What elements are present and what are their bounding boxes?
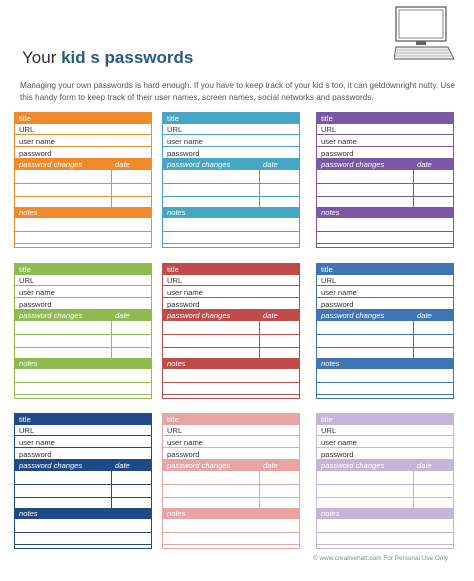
password-field[interactable] [15,148,151,159]
password-changes-header[interactable] [15,460,151,471]
grid-divider [259,321,260,358]
grid-line [317,347,453,348]
password-changes-header[interactable] [163,460,299,471]
password-field[interactable] [163,449,299,460]
title-field-label: title [19,114,31,123]
password-changes-header-label: password changes [167,160,231,169]
password-field-label: password [167,149,200,158]
grid-line [163,497,299,498]
url-field[interactable] [317,275,453,286]
url-field-label: URL [19,426,35,435]
date-label: date [115,160,130,169]
url-field-label: URL [321,125,337,134]
password-field[interactable] [15,299,151,310]
username-field-label: user name [19,137,55,146]
username-field-label: user name [167,288,203,297]
password-field-label: password [19,300,52,309]
grid-line [317,183,453,184]
notes-header-label: notes [321,208,340,217]
password-changes-header[interactable] [15,310,151,321]
notes-header[interactable] [317,207,453,218]
notes-header-label: notes [321,359,340,368]
notes-header-label: notes [19,359,38,368]
grid-line [15,347,151,348]
password-field-label: password [167,450,200,459]
url-field[interactable] [163,425,299,436]
date-label: date [263,311,278,320]
grid-line [163,347,299,348]
notes-line [15,544,151,545]
notes-line [163,544,299,545]
password-field-label: password [19,149,52,158]
password-changes-header[interactable] [163,159,299,170]
title-field[interactable] [163,414,299,425]
grid-line [317,196,453,197]
password-changes-header-label: password changes [19,461,83,470]
password-field-label: password [167,300,200,309]
card-orange [14,112,152,248]
card-purple [316,112,454,248]
title-field-label: title [321,265,333,274]
notes-line [317,231,453,232]
username-field[interactable] [15,437,151,448]
url-field-label: URL [19,276,35,285]
card-teal [162,112,300,248]
date-label: date [417,160,432,169]
title-field[interactable] [15,113,151,124]
password-field-label: password [321,149,354,158]
title-field[interactable] [317,264,453,275]
username-field[interactable] [163,287,299,298]
notes-line [15,532,151,533]
card-navy [14,413,152,549]
title-field-label: title [19,265,31,274]
url-field-label: URL [321,426,337,435]
notes-line [317,243,453,244]
grid-line [15,196,151,197]
computer-icon [394,6,458,62]
grid-line [15,484,151,485]
grid-line [163,334,299,335]
username-field[interactable] [317,136,453,147]
url-field[interactable] [15,275,151,286]
username-field[interactable] [15,136,151,147]
date-label: date [263,461,278,470]
username-field[interactable] [163,437,299,448]
date-label: date [115,461,130,470]
url-field-label: URL [321,276,337,285]
grid-line [317,497,453,498]
notes-line [163,231,299,232]
grid-line [15,497,151,498]
grid-divider [413,471,414,508]
title-field-label: title [321,114,333,123]
title-field-label: title [167,114,179,123]
password-changes-header[interactable] [163,310,299,321]
username-field-label: user name [321,288,357,297]
notes-line [163,382,299,383]
notes-header[interactable] [163,358,299,369]
notes-header-label: notes [167,359,186,368]
password-changes-header-label: password changes [321,311,385,320]
url-field-label: URL [19,125,35,134]
date-label: date [115,311,130,320]
url-field-label: URL [167,426,183,435]
notes-line [15,231,151,232]
title-prefix: Your [22,48,62,67]
password-field[interactable] [317,299,453,310]
username-field-label: user name [167,438,203,447]
username-field-label: user name [19,288,55,297]
grid-line [317,334,453,335]
title-field[interactable] [317,113,453,124]
notes-header[interactable] [15,358,151,369]
password-changes-header[interactable] [317,460,453,471]
title-field[interactable] [317,414,453,425]
notes-header-label: notes [19,208,38,217]
notes-line [317,382,453,383]
grid-line [163,196,299,197]
title-field-label: title [321,415,333,424]
grid-line [163,183,299,184]
notes-header[interactable] [163,207,299,218]
username-field[interactable] [317,437,453,448]
username-field[interactable] [163,136,299,147]
password-field-label: password [321,450,354,459]
notes-line [317,394,453,395]
title-field[interactable] [15,264,151,275]
password-field-label: password [19,450,52,459]
title-field-label: title [19,415,31,424]
title-field[interactable] [15,414,151,425]
grid-divider [111,170,112,207]
password-field[interactable] [317,148,453,159]
intro-text: Managing your own passwords is hard enough. If you have to keep track of your kid s too, it can getdownright nutty. Use this handy form to keep track of their user names, screen names, social networks and passwords. [20,81,455,102]
date-label: date [263,160,278,169]
username-field[interactable] [317,287,453,298]
card-blue [316,263,454,399]
password-changes-header-label: password changes [321,461,385,470]
notes-header-label: notes [167,509,186,518]
url-field-label: URL [167,125,183,134]
notes-header[interactable] [15,207,151,218]
notes-header-label: notes [167,208,186,217]
date-label: date [417,461,432,470]
page-title [22,48,193,68]
username-field-label: user name [321,438,357,447]
notes-header[interactable] [317,508,453,519]
title-bold: kid s passwords [61,48,194,67]
grid-divider [259,471,260,508]
password-field[interactable] [15,449,151,460]
notes-header-label: notes [19,509,38,518]
notes-line [15,382,151,383]
url-field[interactable] [163,124,299,135]
grid-line [15,334,151,335]
password-changes-header-label: password changes [167,311,231,320]
url-field[interactable] [317,124,453,135]
notes-line [317,544,453,545]
notes-header[interactable] [15,508,151,519]
notes-line [317,532,453,533]
footer-credit: © www.creativehatt.com For Personal Use Only [312,555,448,562]
title-field[interactable] [163,113,299,124]
grid-line [15,183,151,184]
card-red [162,263,300,399]
grid-divider [413,321,414,358]
url-field-label: URL [167,276,183,285]
title-field-label: title [167,265,179,274]
password-changes-header-label: password changes [321,160,385,169]
grid-divider [259,170,260,207]
password-field[interactable] [317,449,453,460]
grid-divider [413,170,414,207]
username-field[interactable] [15,287,151,298]
notes-header-label: notes [321,509,340,518]
password-changes-header[interactable] [15,159,151,170]
password-field[interactable] [163,148,299,159]
notes-header[interactable] [163,508,299,519]
card-lavender [316,413,454,549]
url-field[interactable] [15,124,151,135]
url-field[interactable] [317,425,453,436]
url-field[interactable] [15,425,151,436]
grid-divider [111,321,112,358]
notes-line [163,243,299,244]
card-green [14,263,152,399]
notes-line [163,532,299,533]
username-field-label: user name [19,438,55,447]
password-field[interactable] [163,299,299,310]
password-changes-header-label: password changes [19,160,83,169]
username-field-label: user name [321,137,357,146]
title-field[interactable] [163,264,299,275]
username-field-label: user name [167,137,203,146]
url-field[interactable] [163,275,299,286]
password-field-label: password [321,300,354,309]
title-field-label: title [167,415,179,424]
notes-header[interactable] [317,358,453,369]
card-pink [162,413,300,549]
grid-line [163,484,299,485]
notes-line [15,243,151,244]
date-label: date [417,311,432,320]
password-changes-header-label: password changes [167,461,231,470]
password-changes-header-label: password changes [19,311,83,320]
grid-divider [111,471,112,508]
notes-line [15,394,151,395]
password-changes-header[interactable] [317,159,453,170]
grid-line [317,484,453,485]
notes-line [163,394,299,395]
password-changes-header[interactable] [317,310,453,321]
